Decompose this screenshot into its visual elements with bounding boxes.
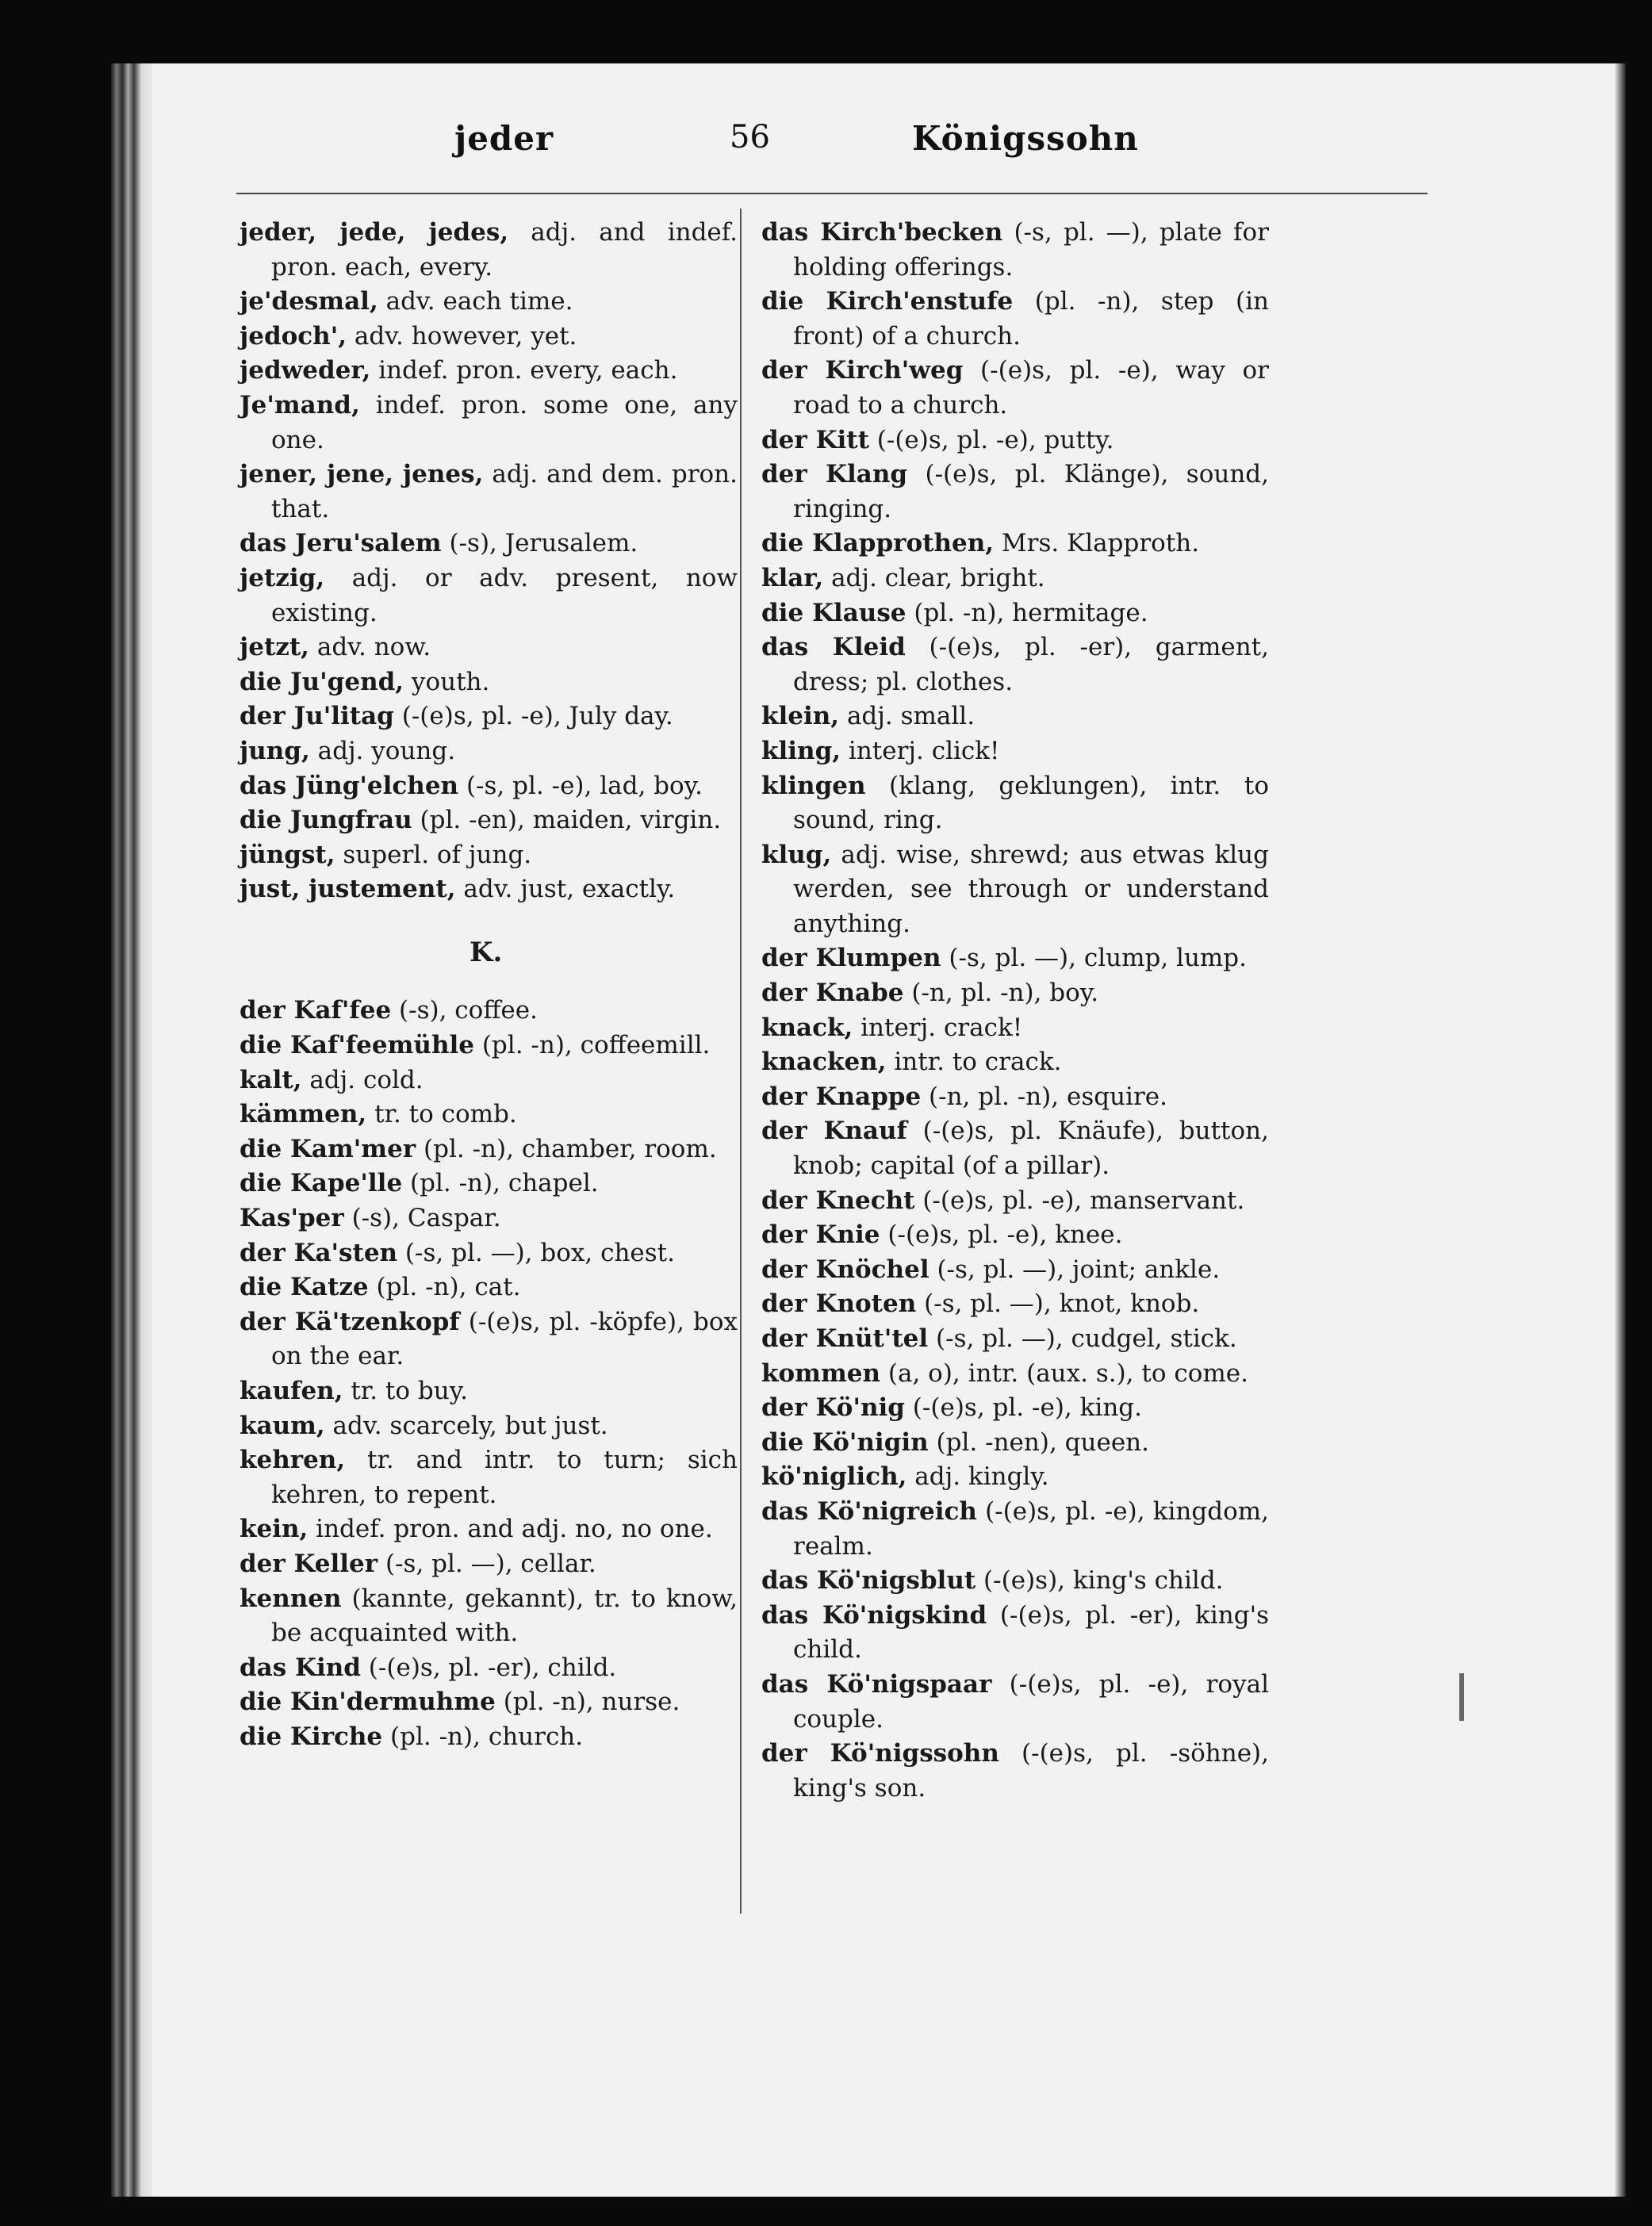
entry-definition: adj. or adv. present, now existing.	[271, 563, 738, 627]
entry-headword: die Kape'lle	[240, 1169, 403, 1198]
dictionary-entry	[761, 941, 1269, 976]
dictionary-entry	[761, 527, 1269, 561]
dictionary-entry	[240, 1305, 738, 1374]
entry-definition: (pl. -n), nurse.	[495, 1688, 680, 1717]
entry-headword: klein,	[761, 702, 840, 731]
entry-definition: adj. wise, shrewd; aus etwas klug werden, see through or understand anything.	[793, 840, 1269, 938]
page-number: 56	[730, 119, 770, 155]
entry-headword: kehren,	[240, 1446, 346, 1475]
entry-definition: (-(e)s, pl. -e), kingdom, realm.	[793, 1496, 1269, 1561]
dictionary-entry	[240, 458, 738, 527]
header-rule	[236, 193, 1428, 194]
entry-headword: klug,	[761, 840, 832, 869]
dictionary-entry	[240, 354, 738, 389]
entry-definition: adj. kingly.	[906, 1462, 1049, 1492]
entry-definition: (-s, pl. —), clump, lump.	[941, 944, 1248, 973]
entry-definition: intr. to crack.	[886, 1048, 1062, 1077]
entry-headword: das Kleid	[761, 633, 906, 662]
running-head-right: Königssohn	[912, 119, 1139, 158]
entry-definition: (pl. -en), maiden, virgin.	[412, 806, 722, 835]
entry-headword: kaufen,	[240, 1377, 343, 1405]
entry-headword: klar,	[761, 563, 824, 592]
entry-definition: (pl. -n), church.	[382, 1722, 584, 1751]
dictionary-entry	[761, 1184, 1269, 1219]
entry-definition: adj. and indef. pron. each, every.	[271, 218, 738, 282]
entry-definition: (pl. -n), hermitage.	[906, 598, 1148, 627]
dictionary-entry	[240, 1098, 738, 1132]
entry-headword: das Kind	[240, 1653, 361, 1682]
dictionary-entry	[240, 994, 738, 1029]
entry-definition: adv. scarcely, but just.	[324, 1411, 608, 1440]
entry-headword: kö'niglich,	[761, 1462, 907, 1492]
entry-definition: (-n, pl. -n), boy.	[903, 979, 1099, 1008]
entry-headword: der Knabe	[761, 979, 904, 1008]
entry-definition: (-(e)s, pl. -e), king.	[904, 1393, 1142, 1423]
dictionary-entry	[761, 1737, 1269, 1806]
entry-headword: jedweder,	[240, 356, 371, 385]
dictionary-entry	[761, 354, 1269, 423]
entry-definition: (-(e)s, pl. -köpfe), box on the ear.	[271, 1307, 738, 1371]
dictionary-entry	[240, 527, 738, 561]
entry-headword: der Kö'nig	[761, 1393, 905, 1423]
entry-definition: adj. clear, bright.	[823, 563, 1045, 592]
dictionary-entry	[240, 320, 738, 354]
entry-definition: (-(e)s, pl. -er), child.	[360, 1653, 617, 1682]
entry-headword: der Klang	[761, 460, 908, 489]
entry-definition: youth.	[404, 667, 490, 696]
dictionary-entry	[761, 1391, 1269, 1426]
entry-definition: (pl. -n), chapel.	[402, 1169, 599, 1198]
book-spine	[111, 63, 159, 2197]
entry-definition: (-s, pl. —), box, chest.	[397, 1238, 675, 1267]
entry-definition: indef. pron. some one, any one.	[271, 390, 738, 454]
entry-definition: (-(e)s, pl. -e), putty.	[868, 425, 1114, 454]
dictionary-entry	[761, 1287, 1269, 1322]
dictionary-entry	[240, 630, 738, 665]
entry-headword: der Knappe	[761, 1082, 922, 1111]
entry-definition: indef. pron. every, each.	[370, 356, 678, 385]
entry-headword: der Knöchel	[761, 1255, 929, 1284]
entry-headword: jetzig,	[240, 563, 325, 592]
column-divider	[740, 209, 742, 1914]
dictionary-entry	[761, 976, 1269, 1011]
entry-headword: der Knauf	[761, 1117, 907, 1146]
entry-headword: das Kö'nigspaar	[761, 1669, 992, 1699]
entry-headword: die Ju'gend,	[240, 667, 404, 696]
entry-headword: kein,	[240, 1515, 309, 1544]
entry-headword: der Knüt'tel	[761, 1324, 929, 1353]
entry-definition: (pl. -n), step (in front) of a church.	[793, 287, 1269, 351]
entry-definition: (-n, pl. -n), esquire.	[921, 1082, 1167, 1111]
dictionary-entry	[761, 596, 1269, 631]
entry-definition: (pl. -n), chamber, room.	[416, 1134, 717, 1163]
margin-mark	[1459, 1673, 1464, 1721]
dictionary-entry	[761, 423, 1269, 458]
entry-definition: (-(e)s, pl. Klänge), sound, ringing.	[793, 460, 1269, 523]
entry-headword: just, justement,	[240, 875, 456, 904]
entry-headword: jung,	[240, 736, 310, 765]
entry-definition: (klang, geklungen), intr. to sound, ring.	[793, 771, 1269, 835]
entry-headword: je'desmal,	[240, 287, 378, 316]
entry-headword: der Klumpen	[761, 944, 941, 973]
dictionary-entry	[240, 1582, 738, 1651]
entry-headword: jetzt,	[240, 633, 309, 662]
entry-headword: der Ju'litag	[240, 702, 394, 731]
dictionary-entry	[240, 1270, 738, 1305]
dictionary-entry	[240, 1132, 738, 1167]
dictionary-entry	[240, 1651, 738, 1686]
entry-headword: der Kitt	[761, 425, 869, 454]
entry-headword: der Ka'sten	[240, 1238, 398, 1267]
dictionary-entry	[240, 734, 738, 769]
entries-k-left	[240, 994, 738, 1754]
dictionary-entry	[240, 872, 738, 907]
entry-headword: knack,	[761, 1013, 853, 1042]
dictionary-entry	[761, 1599, 1269, 1668]
entry-headword: die Katze	[240, 1273, 369, 1302]
dictionary-entry	[761, 1045, 1269, 1080]
dictionary-entry	[240, 561, 738, 630]
entry-definition: (-(e)s, pl. -söhne), king's son.	[793, 1739, 1269, 1803]
dictionary-entry	[761, 838, 1269, 942]
dictionary-entry	[240, 1063, 738, 1098]
dictionary-entry	[240, 1547, 738, 1582]
entry-definition: adv. just, exactly.	[455, 875, 676, 904]
dictionary-entry	[240, 803, 738, 838]
entry-definition: Mrs. Klapproth.	[994, 529, 1200, 558]
dictionary-entry	[761, 734, 1269, 769]
dictionary-entry	[761, 1253, 1269, 1288]
dictionary-entry	[240, 1443, 738, 1512]
entry-definition: (-(e)s, pl. -e), way or road to a church.	[793, 356, 1269, 420]
dictionary-entry	[240, 389, 738, 458]
dictionary-entry	[761, 1564, 1269, 1599]
entry-headword: kommen	[761, 1358, 881, 1388]
entry-definition: adv. now.	[309, 633, 431, 662]
left-column	[240, 216, 738, 1755]
dictionary-entry	[761, 1426, 1269, 1461]
entry-definition: (-(e)s, pl. Knäufe), button, knob; capital (of a pillar).	[793, 1117, 1269, 1181]
dictionary-entry	[240, 216, 738, 285]
entry-definition: (-s), coffee.	[391, 996, 538, 1025]
entry-headword: der Knie	[761, 1220, 880, 1250]
letter-heading: K.	[470, 936, 503, 968]
entry-headword: das Kö'nigsblut	[761, 1566, 976, 1596]
right-column	[761, 216, 1269, 1806]
entry-headword: der Knecht	[761, 1186, 915, 1215]
entry-headword: der Kaf'fee	[240, 996, 392, 1025]
entry-headword: jüngst,	[240, 840, 335, 869]
entry-definition: adv. however, yet.	[347, 321, 577, 351]
entry-headword: jedoch',	[240, 321, 347, 351]
entry-headword: der Kä'tzenkopf	[240, 1307, 460, 1336]
entry-definition: adj. and dem. pron. that.	[271, 460, 738, 523]
entry-headword: der Keller	[240, 1549, 378, 1578]
dictionary-entry	[761, 1011, 1269, 1046]
entry-definition: adv. each time.	[378, 287, 573, 316]
dictionary-entry	[240, 1201, 738, 1236]
dictionary-entry	[240, 665, 738, 700]
entry-headword: klingen	[761, 771, 866, 800]
entry-definition: (kannte, gekannt), tr. to know, be acquainted with.	[271, 1584, 738, 1648]
entry-definition: (-s, pl. —), knot, knob.	[916, 1289, 1200, 1319]
entry-headword: das Kö'nigskind	[761, 1600, 987, 1630]
entry-headword: das Jeru'salem	[240, 529, 442, 558]
entry-headword: jener, jene, jenes,	[240, 460, 484, 489]
dictionary-entry	[240, 1685, 738, 1720]
dictionary-entry	[761, 1357, 1269, 1392]
dictionary-entry	[240, 1720, 738, 1755]
dictionary-entry	[761, 458, 1269, 527]
dictionary-entry	[240, 1236, 738, 1271]
entry-headword: die Kö'nigin	[761, 1427, 929, 1457]
entry-definition: (a, o), intr. (aux. s.), to come.	[880, 1358, 1248, 1388]
entry-headword: das Kirch'becken	[761, 218, 1003, 247]
entry-headword: jeder, jede, jedes,	[240, 218, 509, 247]
entry-definition: (-s, pl. —), plate for holding offerings.	[793, 218, 1269, 282]
dictionary-entry	[761, 1460, 1269, 1495]
dictionary-entry	[240, 838, 738, 873]
entry-headword: der Kö'nigssohn	[761, 1739, 999, 1768]
entry-definition: (pl. -n), cat.	[368, 1273, 521, 1302]
entry-definition: superl. of jung.	[335, 840, 532, 869]
entry-headword: die Klause	[761, 598, 906, 627]
entry-definition: (-(e)s, pl. -e), manservant.	[914, 1186, 1245, 1215]
entry-headword: die Kam'mer	[240, 1134, 416, 1163]
dictionary-entry	[240, 1512, 738, 1547]
entry-definition: (-(e)s, pl. -e), royal couple.	[793, 1669, 1269, 1734]
entry-definition: interj. crack!	[853, 1013, 1023, 1042]
entry-definition: (-(e)s, pl. -e), July day.	[393, 702, 673, 731]
entry-definition: (-s, pl. —), cellar.	[378, 1549, 596, 1578]
entry-headword: der Knoten	[761, 1289, 917, 1319]
entry-definition: (-s), Jerusalem.	[441, 529, 638, 558]
entry-definition: tr. to buy.	[343, 1377, 468, 1405]
entry-definition: tr. to comb.	[366, 1100, 517, 1129]
dictionary-entry	[761, 1080, 1269, 1115]
dictionary-entry	[240, 699, 738, 734]
entry-definition: adj. young.	[309, 736, 456, 765]
dictionary-entry	[240, 1409, 738, 1444]
entry-headword: die Jungfrau	[240, 806, 412, 835]
entry-headword: das Kö'nigreich	[761, 1496, 977, 1526]
entry-headword: die Kaf'feemühle	[240, 1031, 474, 1060]
dictionary-entry	[761, 285, 1269, 354]
entry-headword: kalt,	[240, 1065, 302, 1094]
entry-definition: (pl. -n), coffeemill.	[473, 1031, 711, 1060]
entry-definition: (-(e)s, pl. -er), king's child.	[793, 1600, 1269, 1665]
entry-definition: interj. click!	[841, 736, 1000, 765]
entry-definition: adj. small.	[839, 702, 975, 731]
dictionary-entry	[240, 1374, 738, 1409]
entries-j	[240, 216, 738, 907]
dictionary-entry	[761, 1495, 1269, 1564]
entry-headword: Kas'per	[240, 1204, 344, 1233]
entry-definition: (-s), Caspar.	[343, 1204, 501, 1233]
entry-headword: das Jüng'elchen	[240, 771, 459, 800]
dictionary-entry	[761, 1218, 1269, 1253]
entry-definition: (-s, pl. —), joint; ankle.	[929, 1255, 1221, 1284]
entry-headword: die Kin'dermuhme	[240, 1688, 496, 1717]
dictionary-entry	[240, 769, 738, 804]
entry-definition: (-s, pl. —), cudgel, stick.	[928, 1324, 1237, 1353]
entry-definition: (-(e)s), king's child.	[975, 1566, 1224, 1596]
entry-definition: (pl. -nen), queen.	[928, 1427, 1149, 1457]
dictionary-entry	[761, 216, 1269, 285]
entry-definition: tr. and intr. to turn; sich kehren, to repent.	[271, 1446, 738, 1509]
dictionary-entry	[761, 561, 1269, 596]
dictionary-entry	[761, 630, 1269, 699]
entry-headword: die Klapprothen,	[761, 529, 995, 558]
entry-headword: die Kirch'enstufe	[761, 287, 1014, 316]
running-head-left: jeder	[454, 119, 554, 158]
entry-definition: (-(e)s, pl. -er), garment, dress; pl. clothes.	[793, 633, 1269, 696]
dictionary-entry	[761, 1668, 1269, 1737]
entry-definition: indef. pron. and adj. no, no one.	[308, 1515, 713, 1544]
dictionary-entry	[761, 769, 1269, 838]
entry-definition: adj. cold.	[301, 1065, 424, 1094]
dictionary-entry	[761, 1322, 1269, 1357]
entry-headword: die Kirche	[240, 1722, 383, 1751]
entry-definition: (-(e)s, pl. -e), knee.	[880, 1220, 1123, 1250]
entry-definition: (-s, pl. -e), lad, boy.	[458, 771, 703, 800]
entry-headword: knacken,	[761, 1048, 887, 1077]
dictionary-entry	[761, 699, 1269, 734]
entries-k-right	[761, 216, 1269, 1806]
dictionary-entry	[240, 285, 738, 320]
dictionary-entry	[240, 1029, 738, 1063]
entry-headword: kämmen,	[240, 1100, 367, 1129]
entry-headword: kling,	[761, 736, 841, 765]
entry-headword: Je'mand,	[240, 390, 360, 420]
entry-headword: kennen	[240, 1584, 342, 1613]
dictionary-entry	[240, 1167, 738, 1201]
entry-headword: der Kirch'weg	[761, 356, 964, 385]
entry-headword: kaum,	[240, 1411, 325, 1440]
dictionary-entry	[761, 1114, 1269, 1183]
